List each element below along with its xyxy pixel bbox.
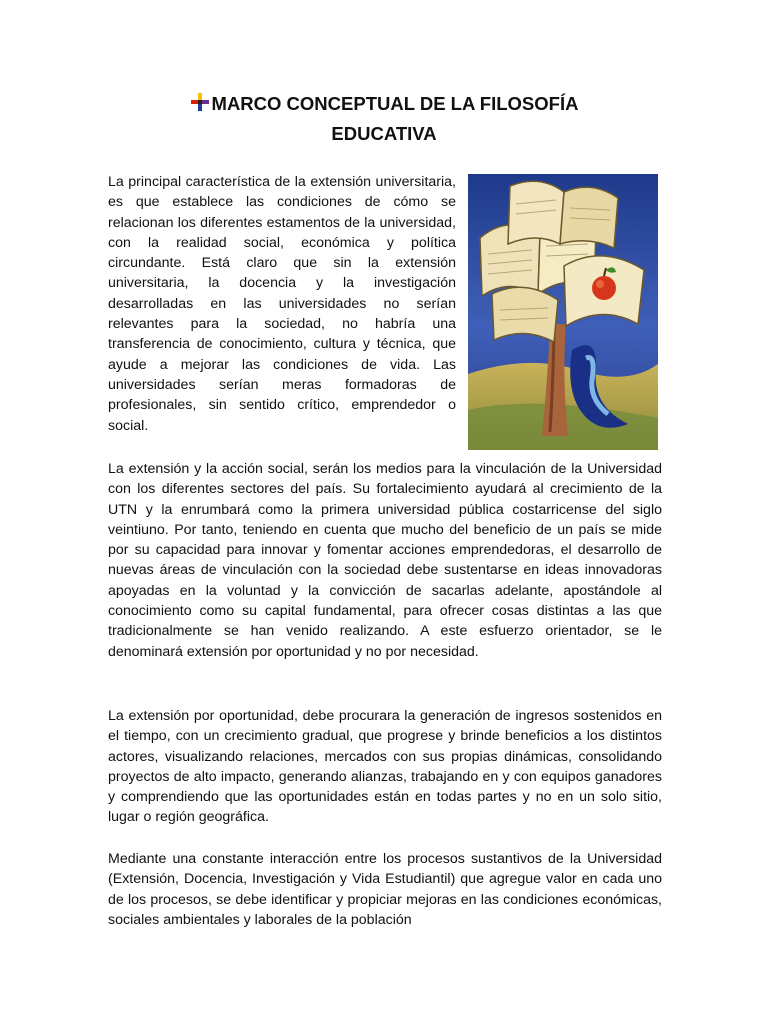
paragraph-4: Mediante una constante interacción entre los procesos sustantivos de la Universidad (Extensión, Docencia, Investigación y Vida Estudiantil) que agregue valor en cada uno de los procesos, se debe identificar y propiciar mejoras en las condiciones económicas, sociales ambientales y laborales de la población (108, 851, 662, 928)
paragraph-2: La extensión y la acción social, serán los medios para la vinculación de la Universidad con los diferentes sectores del país. Su fortalecimiento ayudará al crecimiento de la UTN y la enrumbará como la primera universidad pública costarricense del siglo veintiuno. Por tanto, teniendo en cuenta que mucho del beneficio de un país se mide por su capacidad para innovar y fomentar acciones emprendedoras, el desarrollo de nuevas áreas de vinculación con la sociedad debe sustentarse en ideas innovadoras apoyadas en la voluntad y la convicción de sacarlas adelante, apostándole al conocimiento como su capital fundamental, para ofrecer cosas distintas a las que tradicionalmente se han venido realizando. A este esfuerzo orientador, se le denominará extensión por oportunidad y no por necesidad. (108, 461, 662, 660)
page-title (108, 90, 660, 148)
bullet-cross-icon (190, 92, 210, 120)
title-line-2: EDUCATIVA (331, 123, 437, 144)
title-line-1: MARCO CONCEPTUAL DE LA FILOSOFÍA (211, 93, 579, 114)
paragraph-3: La extensión por oportunidad, debe procurara la generación de ingresos sostenidos en el tiempo, con un crecimiento gradual, que progrese y brinde beneficios a los distintos actores, visualizando relaciones, mercados con sus propias dinámicas, consolidando proyectos de alto impacto, generando alianzas, trabajando en y con equipos ganadores y comprendiendo que las oportunidades están en todas partes y no en un solo sitio, lugar o región geográfica. (108, 708, 662, 826)
paragraph-1: La principal característica de la extensión universitaria, es que establece las condiciones de cómo se relacionan los diferentes estamentos de la universidad, con la realidad social, económica y política circundante. Está claro que sin la extensión universitaria, la docencia y la investigación desarrolladas en las universidades no serían relevantes para la sociedad, no habría una transferencia de conocimiento, cultura y técnica, que ayude a mejorar las condiciones de vida. Las universidades serían meras formadoras de profesionales, sin sentido crítico, emprendedor o social. (108, 174, 456, 434)
book-tree-illustration (468, 174, 658, 450)
